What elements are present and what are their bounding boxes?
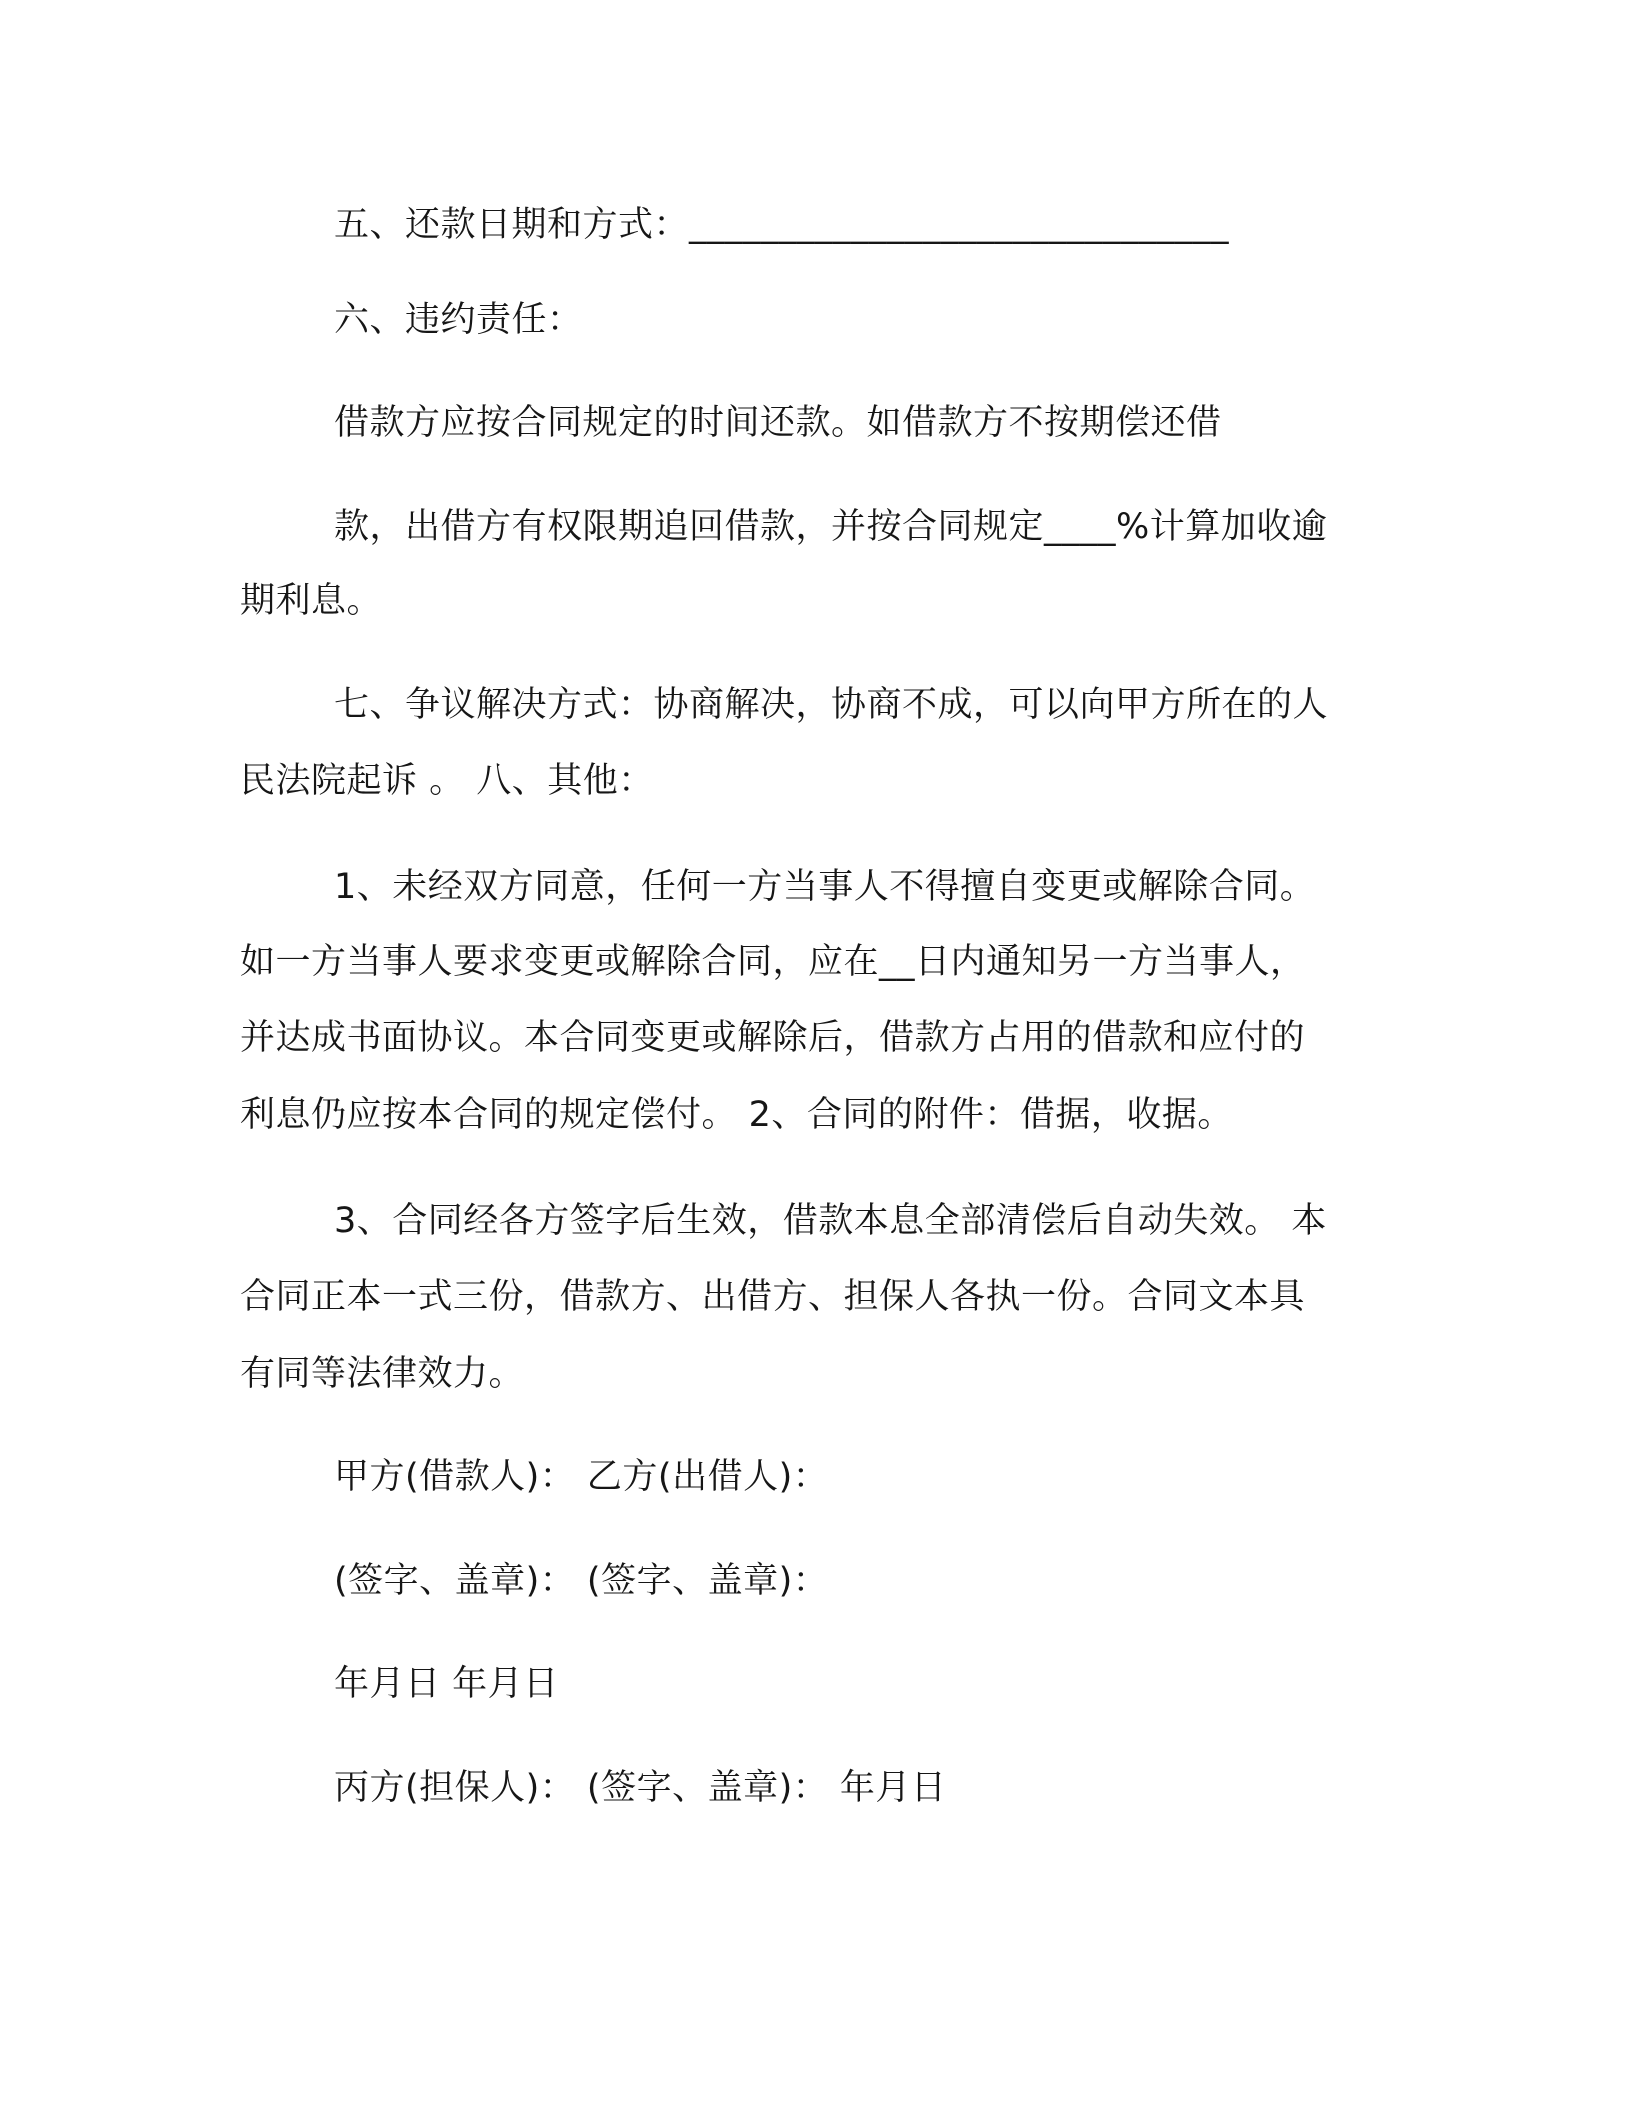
other-clause-3-line-1: 3、合同经各方签字后生效，借款本息全部清偿后自动失效。 本 — [334, 1201, 1327, 1241]
other-clause-3-line-3: 有同等法律效力。 — [240, 1354, 525, 1394]
other-clause-1-line-4: 利息仍应按本合同的规定偿付。 2、合同的附件：借据，收据。 — [240, 1095, 1233, 1135]
signature-guarantor: 丙方(担保人)： (签字、盖章)： 年月日 — [334, 1768, 947, 1808]
other-clause-3-line-2: 合同正本一式三份，借款方、出借方、担保人各执一份。合同文本具 — [240, 1277, 1306, 1317]
section-6-title: 六、违约责任： — [334, 300, 583, 340]
signature-seal: (签字、盖章)： (签字、盖章)： — [334, 1561, 829, 1601]
other-clause-1-line-3: 并达成书面协议。本合同变更或解除后，借款方占用的借款和应付的 — [240, 1018, 1306, 1058]
breach-paragraph-2-line-2: 期利息。 — [240, 581, 383, 621]
dispute-line-1: 七、争议解决方式：协商解决，协商不成，可以向甲方所在的人 — [334, 685, 1329, 725]
breach-paragraph-2-line-1: 款，出借方有权限期追回借款，并按合同规定____%计算加收逾 — [334, 507, 1328, 547]
breach-paragraph-1: 借款方应按合同规定的时间还款。如借款方不按期偿还借 — [334, 403, 1222, 443]
signature-dates: 年月日 年月日 — [334, 1664, 559, 1704]
section-5-label: 五、还款日期和方式： — [334, 205, 690, 245]
section-5-repayment — [334, 200, 1229, 250]
other-clause-1-line-2: 如一方当事人要求变更或解除合同，应在__日内通知另一方当事人， — [240, 942, 1306, 982]
other-clause-1-line-1: 1、未经双方同意，任何一方当事人不得擅自变更或解除合同。 — [334, 867, 1316, 907]
signature-parties: 甲方(借款人)： 乙方(出借人)： — [334, 1457, 829, 1497]
dispute-line-2: 民法院起诉 。 八、其他： — [240, 761, 654, 801]
repayment-blank: ______________________________ — [689, 205, 1230, 245]
